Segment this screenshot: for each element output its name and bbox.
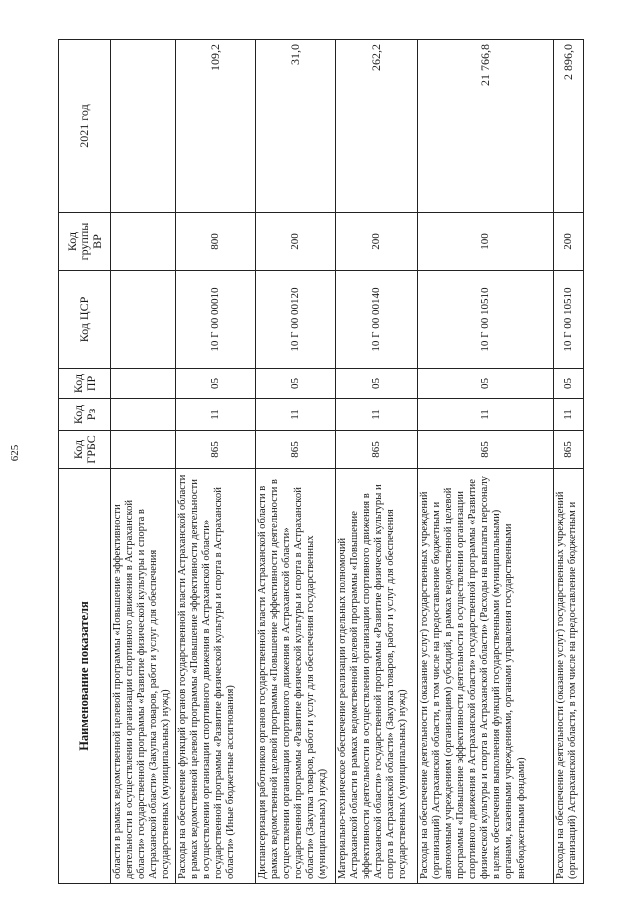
row-pr: 05	[256, 369, 336, 399]
row-2021: 262,2	[336, 40, 418, 213]
row-vr	[111, 213, 176, 271]
row-rz: 11	[336, 399, 418, 431]
row-rz	[111, 399, 176, 431]
row-csr: 10 Г 00 00120	[256, 271, 336, 369]
header-vr: Код группы ВР	[59, 213, 111, 271]
table-row	[554, 40, 584, 884]
row-rz: 11	[256, 399, 336, 431]
row-vr: 200	[256, 213, 336, 271]
row-2021	[111, 40, 176, 213]
header-2021: 2021 год	[59, 40, 111, 213]
header-csr: Код ЦСР	[59, 271, 111, 369]
row-csr: 10 Г 00 10510	[418, 271, 554, 369]
row-vr: 800	[176, 213, 256, 271]
table-row	[111, 40, 176, 884]
header-rz: Код Рз	[59, 399, 111, 431]
header-grbs: Код ГРБС	[59, 431, 111, 469]
header-name: Наименование показателя	[59, 469, 111, 884]
budget-table	[58, 39, 584, 884]
rotated-page	[58, 40, 626, 884]
table-row	[418, 40, 554, 884]
header-row	[59, 40, 111, 884]
row-rz: 11	[418, 399, 554, 431]
row-pr	[111, 369, 176, 399]
row-grbs: 865	[176, 431, 256, 469]
row-2021: 109,2	[176, 40, 256, 213]
row-name: Материально-техническое обеспечение реализации отдельных полномочий Астраханской области в рамках ведомственной целевой программы «Повышение эффективности деятельности в осуществлении организации спортивного движения в Астраханской области» государственной программы «Развитие физической культуры и спорта в Астраханской области» (Закупка товаров, работ и услуг для обеспечения государственных (муниципальных) нужд)	[336, 469, 418, 884]
page-number: 625	[9, 444, 21, 462]
row-csr: 10 Г 00 00010	[176, 271, 256, 369]
row-vr: 100	[418, 213, 554, 271]
table-row	[256, 40, 336, 884]
row-name: Диспансеризация работников органов государственной власти Астраханской области в рамках ведомственной целевой программы «Повышение эффективности деятельности в осуществлении организации спортивного движения в Астраханской области» государственной программы «Развитие физической культуры и спорта в Астраханской области» (Закупка товаров, работ и услуг для обеспечения государственных (муниципальных) нужд)	[256, 469, 336, 884]
row-grbs: 865	[336, 431, 418, 469]
row-grbs: 865	[418, 431, 554, 469]
header-pr: Код ПР	[59, 369, 111, 399]
row-pr: 05	[418, 369, 554, 399]
row-name: Расходы на обеспечение функций органов государственной власти Астраханской области в рамках ведомственной целевой программы «Повышение эффективности деятельности в осуществлении организации спортивного движения в Астраханской области» государственной программы «Развитие физической культуры и спорта в Астраханской области» (Иные бюджетные ассигнования)	[176, 469, 256, 884]
row-grbs	[111, 431, 176, 469]
row-csr	[111, 271, 176, 369]
row-2021: 21 766,8	[418, 40, 554, 213]
row-csr: 10 Г 00 00140	[336, 271, 418, 369]
row-rz: 11	[554, 399, 584, 431]
row-pr: 05	[554, 369, 584, 399]
row-vr: 200	[336, 213, 418, 271]
row-grbs: 865	[554, 431, 584, 469]
row-pr: 05	[336, 369, 418, 399]
table-row	[336, 40, 418, 884]
row-csr: 10 Г 00 10510	[554, 271, 584, 369]
row-name: Расходы на обеспечение деятельности (оказание услуг) государственных учреждений (организаций) Астраханской области, в том числе на предоставление бюджетным и автономным учреждениям (организациям) субсидий, в рамках ведомственной целевой программы «Повышение эффективности деятельности в осуществлении организации спортивного движения в Астраханской области» государственной программы «Развитие физической культуры и спорта в Астраханской области» (Расходы на выплаты персоналу в целях обеспечения выполнения функций государственными (муниципальными) органами, казенными учреждениями, органами управления государственными внебюджетными фондами)	[418, 469, 554, 884]
row-rz: 11	[176, 399, 256, 431]
row-pr: 05	[176, 369, 256, 399]
row-name: области в рамках ведомственной целевой программы «Повышение эффективности деятельности в осуществлении организации спортивного движения в Астраханской области» государственной программы «Развитие физической культуры и спорта в Астраханской области» (Закупка товаров, работ и услуг для обеспечения государственных (муниципальных) нужд)	[111, 469, 176, 884]
row-2021: 31,0	[256, 40, 336, 213]
row-vr: 200	[554, 213, 584, 271]
table-row	[176, 40, 256, 884]
row-2021: 2 896,0	[554, 40, 584, 213]
row-grbs: 865	[256, 431, 336, 469]
row-name: Расходы на обеспечение деятельности (оказание услуг) государственных учреждений (организаций) Астраханской области, в том числе на предоставление бюджетным и	[554, 469, 584, 884]
